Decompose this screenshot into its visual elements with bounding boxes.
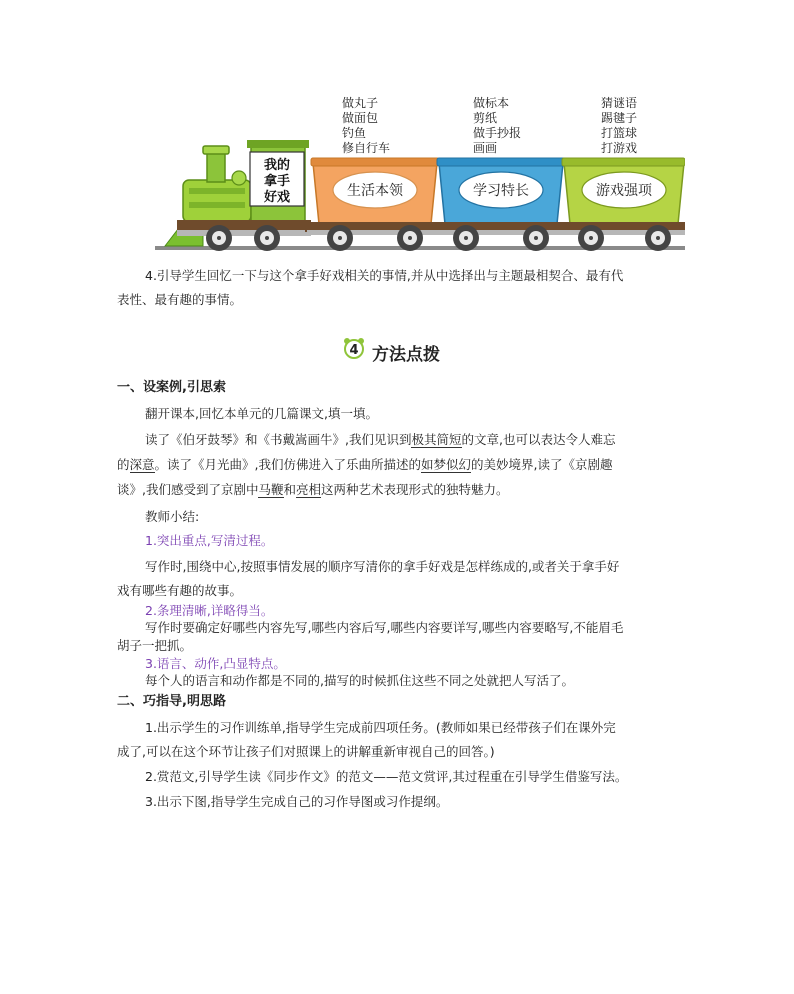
- wagon-label: 游戏强项: [596, 183, 652, 199]
- paragraph: 翻开课本,回忆本单元的几篇课文,填一填。: [145, 406, 378, 421]
- section-title: 方法点拨: [372, 345, 440, 365]
- wagon-life-skills: [307, 158, 443, 251]
- paragraph: 写作时要确定好哪些内容先写,哪些内容后写,哪些内容要详写,哪些内容要略写,不能眉毛: [145, 620, 624, 635]
- wagon-study-strengths: [433, 158, 569, 251]
- sign-line: 好戏: [263, 190, 291, 205]
- filled-answer: 如梦似幻: [421, 457, 472, 472]
- filled-answer: 马鞭: [258, 482, 284, 497]
- text-segment: 谈》,我们感受到了京剧中: [117, 482, 259, 497]
- wagon-item: 剪纸: [473, 111, 498, 125]
- wagon-item: 钓鱼: [342, 126, 367, 140]
- train-illustration: [155, 88, 685, 263]
- tip-heading: 1.突出重点,写清过程。: [145, 533, 274, 548]
- wagon-item: 做面包: [342, 111, 379, 125]
- wagon-label: 生活本领: [347, 183, 403, 199]
- intro-line: 4.引导学生回忆一下与这个拿手好戏相关的事情,并从中选择出与主题最相契合、最有代: [145, 268, 624, 283]
- text-segment: 的美妙境界,读了《京剧趣: [471, 457, 613, 472]
- wagon-item: 做标本: [473, 96, 510, 110]
- sign-line: 拿手: [263, 174, 291, 189]
- text-segment: 这两种艺术表现形式的独特魅力。: [321, 482, 509, 497]
- wagon-label: 学习特长: [473, 183, 529, 199]
- paragraph: 写作时,围绕中心,按照事情发展的顺序写清你的拿手好戏是怎样练成的,或者关于拿手好: [145, 559, 620, 574]
- fill-line: [117, 480, 509, 500]
- tip-heading: 2.条理清晰,详略得当。: [145, 603, 274, 618]
- paragraph: 戏有哪些有趣的故事。: [117, 583, 243, 598]
- wagon-item: 做手抄报: [473, 126, 522, 140]
- rail: [155, 246, 685, 250]
- wagon-item: 打游戏: [601, 141, 638, 155]
- fill-line: [145, 430, 615, 450]
- paragraph: 3.出示下图,指导学生完成自己的习作导图或习作提纲。: [145, 794, 449, 809]
- text-segment: 。读了《月光曲》,我们仿佛进入了乐曲所描述的: [154, 457, 422, 472]
- wagon-item: 做丸子: [342, 96, 379, 110]
- wagon-game-strengths: [558, 158, 685, 251]
- wagon-item: 画画: [473, 141, 498, 155]
- wagon-item: 猜谜语: [601, 96, 638, 110]
- filled-answer: 亮相: [296, 482, 322, 497]
- text-segment: 和: [283, 482, 297, 497]
- text-segment: 的: [117, 457, 130, 472]
- fill-line: [117, 455, 613, 475]
- paragraph: 每个人的语言和动作都是不同的,描写的时候抓住这些不同之处就把人写活了。: [145, 673, 574, 688]
- wagon-item: 修自行车: [342, 141, 391, 155]
- section-number-badge: [343, 337, 365, 359]
- paragraph: 1.出示学生的习作训练单,指导学生完成前四项任务。(教师如果已经带孩子们在课外完: [145, 720, 616, 735]
- paragraph: 成了,可以在这个环节让孩子们对照课上的讲解重新审视自己的回答。): [117, 744, 495, 759]
- section-number: 4: [349, 343, 359, 358]
- part2-heading: 二、巧指导,明思路: [117, 694, 226, 709]
- text-segment: 的文章,也可以表达令人难忘: [461, 432, 616, 447]
- filled-answer: 极其简短: [411, 432, 462, 447]
- wagon-item: 踢毽子: [601, 111, 638, 125]
- paragraph: 胡子一把抓。: [117, 638, 193, 653]
- paragraph: 2.赏范文,引导学生读《同步作文》的范文——范文赏评,其过程重在引导学生借鉴写法。: [145, 769, 628, 784]
- filled-answer: 深意: [129, 457, 155, 472]
- tip-heading: 3.语言、动作,凸显特点。: [145, 656, 286, 671]
- teacher-summary-label: 教师小结:: [145, 509, 200, 524]
- part1-heading: 一、设案例,引思索: [117, 380, 226, 395]
- intro-line: 表性、最有趣的事情。: [117, 292, 243, 307]
- wagon-item: 打篮球: [601, 126, 638, 140]
- sign-line: 我的: [263, 158, 291, 173]
- text-segment: 读了《伯牙鼓琴》和《书戴嵩画牛》,我们见识到: [145, 432, 412, 447]
